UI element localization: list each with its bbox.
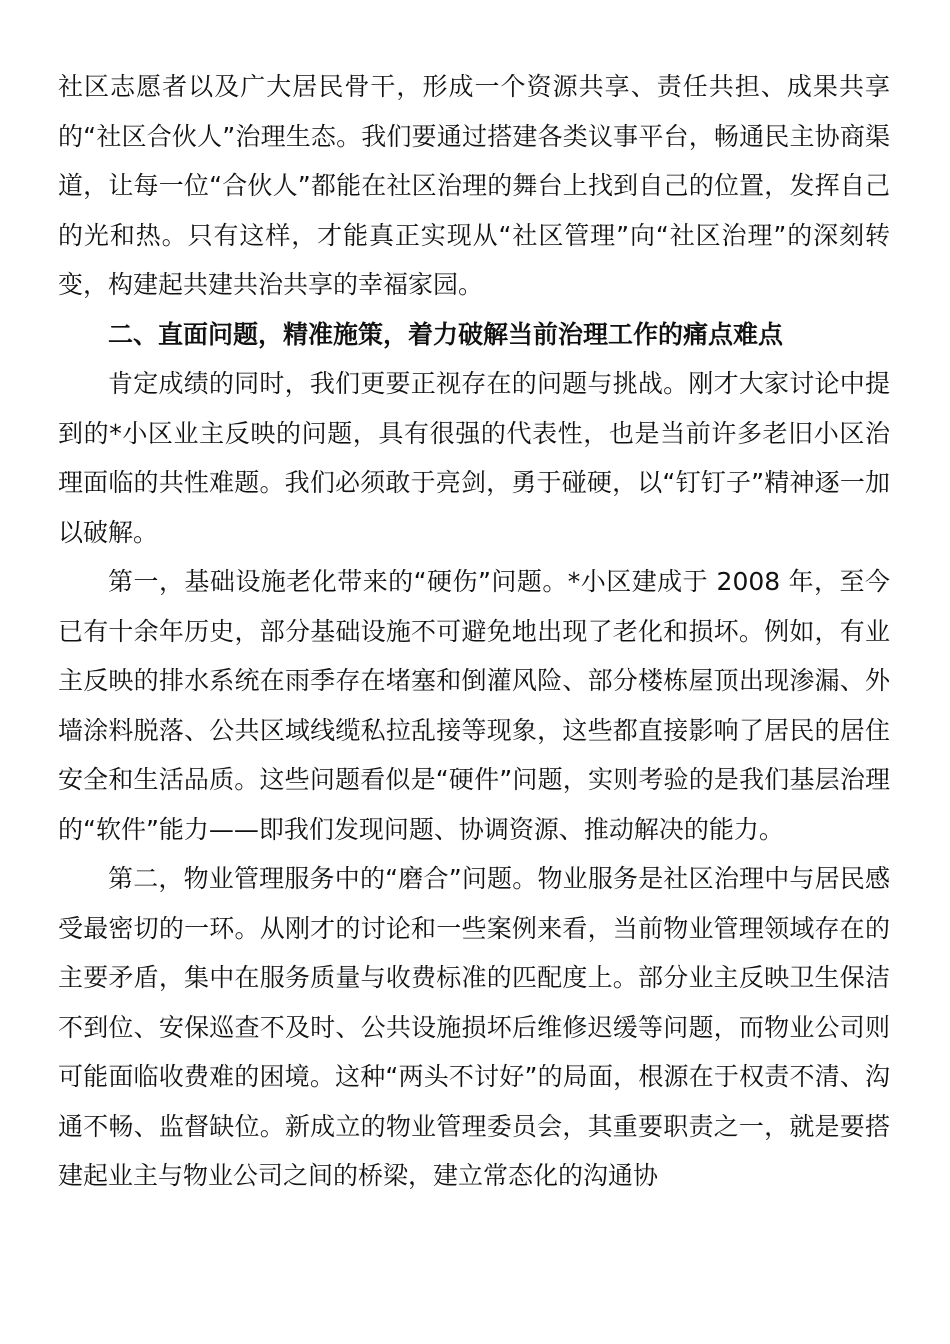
paragraph-intro: 肯定成绩的同时，我们更要正视存在的问题与挑战。刚才大家讨论中提到的*小区业主反映的问题，具有很强的代表性，也是当前许多老旧小区治理面临的共性难题。我们必须敢于亮剑，勇于碰硬，以“钉钉子”精神逐一加以破解。 — [58, 369, 890, 547]
paragraph-first-issue: 第一，基础设施老化带来的“硬伤”问题。*小区建成于 2008 年，至今已有十余年历史，部分基础设施不可避免地出现了老化和损坏。例如，有业主反映的排水系统在雨季存在堵塞和倒灌风险、部分楼栋屋顶出现渗漏、外墙涂料脱落、公共区域线缆私拉乱接等现象，这些都直接影响了居民的居住安全和生活品质。这些问题看似是“硬件”问题，实则考验的是我们基层治理的“软件”能力——即我们发现问题、协调资源、推动解决的能力。 — [58, 567, 890, 844]
document-body — [58, 62, 890, 1201]
paragraph-continuation: 社区志愿者以及广大居民骨干，形成一个资源共享、责任共担、成果共享的“社区合伙人”治理生态。我们要通过搭建各类议事平台，畅通民主协商渠道，让每一位“合伙人”都能在社区治理的舞台上找到自己的位置，发挥自己的光和热。只有这样，才能真正实现从“社区管理”向“社区治理”的深刻转变，构建起共建共治共享的幸福家园。 — [58, 72, 890, 299]
paragraph-second-issue: 第二，物业管理服务中的“磨合”问题。物业服务是社区治理中与居民感受最密切的一环。从刚才的讨论和一些案例来看，当前物业管理领域存在的主要矛盾，集中在服务质量与收费标准的匹配度上。部分业主反映卫生保洁不到位、安保巡查不及时、公共设施损坏后维修迟缓等问题，而物业公司则可能面临收费难的困境。这种“两头不讨好”的局面，根源在于权责不清、沟通不畅、监督缺位。新成立的物业管理委员会，其重要职责之一，就是要搭建起业主与物业公司之间的桥梁，建立常态化的沟通协 — [58, 864, 890, 1190]
section-heading: 二、直面问题，精准施策，着力破解当前治理工作的痛点难点 — [108, 319, 784, 349]
